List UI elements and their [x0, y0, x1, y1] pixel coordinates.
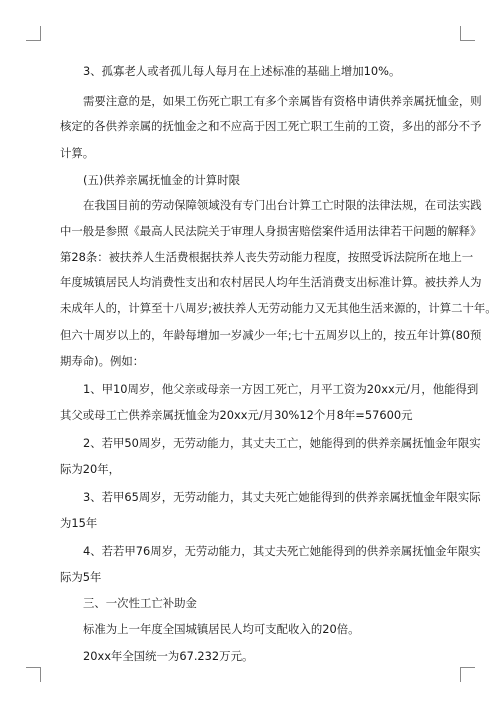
paragraph-line: 中一般是参照《最高人民法院关于审理人身损害赔偿案件适用法律若干问题的解释》	[60, 224, 482, 238]
paragraph-line: 3、若甲65周岁，无劳动能力，其丈夫死亡她能得到的供养亲属抚恤金年限实际	[83, 490, 481, 504]
paragraph-line: 其父或母工亡供养亲属抚恤金为20xx元/月30%12个月8年=57600元	[60, 408, 413, 422]
section-heading: 三、一次性工亡补助金	[83, 596, 197, 610]
paragraph-line: 4、若若甲76周岁，无劳动能力，其丈夫死亡她能得到的供养亲属抚恤金年限实	[83, 544, 481, 558]
section-heading: (五)供养亲属抚恤金的计算时限	[83, 173, 240, 187]
paragraph-line: 计算。	[60, 146, 95, 160]
crop-mark-bottom-right	[460, 667, 475, 682]
paragraph-line: 际为20年，	[60, 462, 121, 476]
paragraph-line: 需要注意的是，如果工伤死亡职工有多个亲属皆有资格申请供养亲属抚恤金，则	[83, 94, 482, 108]
crop-mark-bottom-left	[26, 667, 41, 682]
paragraph-line: 2、若甲50周岁，无劳动能力，其丈夫工亡，她能得到的供养亲属抚恤金年限实	[83, 436, 481, 450]
paragraph-line: 未成年人的，计算至十八周岁;被扶养人无劳动能力又无其他生活来源的，计算二十年。	[60, 301, 497, 315]
paragraph-line: 1、甲10周岁，他父亲或母亲一方因工死亡，月平工资为20xx元/月，他能得到	[83, 382, 479, 396]
paragraph-line: 际为5年	[60, 570, 102, 584]
paragraph-line: 第28条：被扶养人生活费根据扶养人丧失劳动能力程度，按照受诉法院所在地上一	[60, 250, 474, 264]
crop-mark-top-left	[26, 26, 41, 41]
paragraph-line: 核定的各供养亲属的抚恤金之和不应高于因工死亡职工生前的工资，多出的部分不予	[60, 119, 482, 133]
paragraph-line: 在我国目前的劳动保障领域没有专门出台计算工亡时限的法律法规，在司法实践	[83, 198, 482, 212]
paragraph-line: 为15年	[60, 516, 98, 530]
paragraph-line: 20xx年全国统一为67.232万元。	[83, 649, 254, 663]
paragraph-line: 3、孤寡老人或者孤儿每人每月在上述标准的基础上增加10%。	[83, 64, 401, 78]
paragraph-line: 期寿命)。例如：	[60, 354, 145, 368]
paragraph-line: 但六十周岁以上的，年龄每增加一岁减少一年;七十五周岁以上的，按五年计算(80预	[60, 328, 482, 342]
paragraph-line: 标准为上一年度全国城镇居民人均可支配收入的20倍。	[83, 622, 360, 636]
paragraph-line: 年度城镇居民人均消费性支出和农村居民人均年生活消费支出标准计算。被扶养人为	[60, 275, 482, 289]
crop-mark-top-right	[460, 26, 475, 41]
